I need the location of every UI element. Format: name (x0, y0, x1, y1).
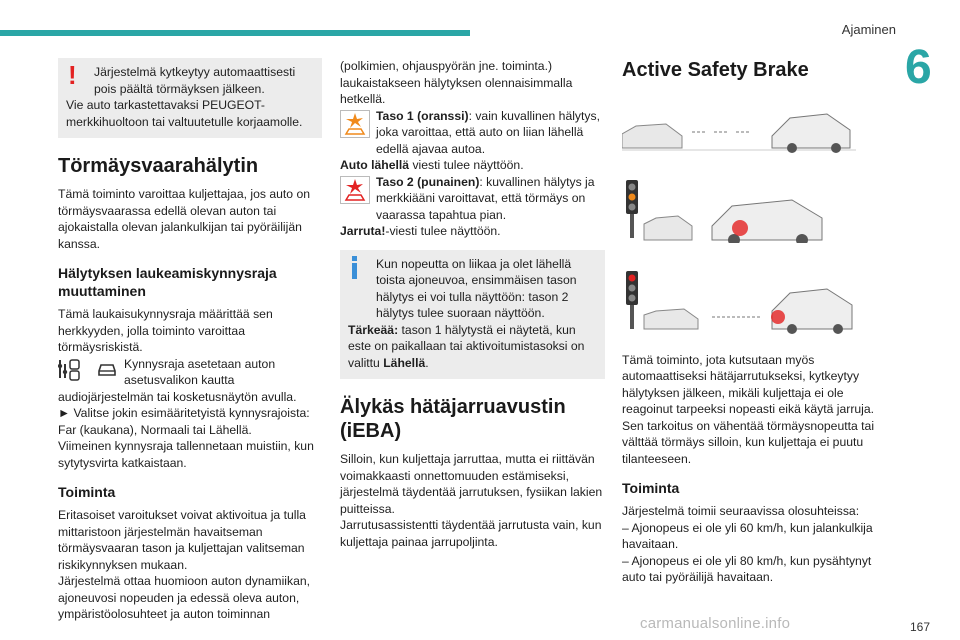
close-message (340, 157, 605, 174)
asb-list-item-1: – Ajonopeus ei ole yli 60 km/h, kun jalankulkija havaitaan. (622, 520, 873, 551)
operation-text-1: Eritasoiset varoitukset voivat aktivoitua ja tulla mittaristoon järjestelmän havaitseman törmäysvaaran tason ja kuljettajan valitseman riskikynnyksen mukaan. (58, 508, 306, 572)
heading-ieba: Älykäs hätäjarruavustin (iEBA) (340, 396, 566, 442)
level-1-title: Taso 1 (oranssi) (376, 108, 469, 123)
asb-text-3: Järjestelmä toimii seuraavissa olosuhteissa: (622, 504, 860, 518)
operation-text-2: Järjestelmä ottaa huomioon auton dynamiikan, ajoneuvosi nopeuden ja edessä oleva auton, ympäristöolosuhteet ja auton toiminnan (58, 574, 311, 621)
level-2-row (340, 174, 605, 224)
brake-message (340, 223, 605, 240)
heading-active-safety-brake: Active Safety Brake (622, 59, 809, 81)
threshold-cont: audiojärjestelmän tai kosketusnäytön avulla. (58, 389, 297, 404)
asb-list-item-2: – Ajonopeus ei ole yli 80 km/h, kun pysähtynyt auto tai pyöräilijä havaitaan. (622, 553, 872, 584)
page-number: 167 (909, 620, 930, 634)
threshold-step: ► Valitse jokin esimääritetyistä kynnysrajoista: Far (kaukana), Normaali tai Lähellä. (58, 406, 310, 437)
ieba-text-1: Silloin, kun kuljettaja jarruttaa, mutta ei riittävän voimakkaasti onnettomuuden estämiseksi, järjestelmä täydentää jarrutuksen, fysiikan lakien puitteissa. (340, 452, 603, 516)
intro-text: Tämä toiminto varoittaa kuljettajaa, jos auto on törmäysvaarassa edellä olevan auton tai ajokaistalla olevan jalankulkijan tai pyöräilijän kanssa. (58, 187, 311, 251)
warning-text-2: Vie auto tarkastettavaksi PEUGEOT-merkkihuoltoon tai valtuutetulle korjaamolle. (66, 98, 303, 129)
level-2-desc: : kuvallinen hälytys ja merkkiääni varoittavat, että törmäys on vaarassa tapahtua pian. (376, 174, 595, 222)
heading-threshold: Hälytyksen laukeamiskynnysraja muuttaminen (58, 265, 277, 299)
level-1-row (340, 108, 605, 158)
header-accent-bar (0, 30, 470, 36)
level-2-title: Taso 2 (punainen) (376, 174, 480, 189)
watermark: carmanualsonline.info (640, 615, 791, 632)
warning-box (58, 58, 322, 138)
info-icon (352, 256, 358, 279)
threshold-icon-text: Kynnysraja asetetaan auton asetusvalikon kautta (124, 356, 276, 387)
chapter-number: 6 (905, 41, 932, 94)
heading-collision-warning: Törmäysvaarahälytin (58, 155, 259, 177)
illustration-cars-no-alert (622, 96, 856, 154)
asb-text-2: Sen tarkoitus on vähentää törmäysnopeutta tai välttää törmäys silloin, kun kuljettaja ei puutu tilanteeseen. (622, 418, 875, 466)
info-text-1: Kun nopeutta on liikaa ja olet lähellä toista ajoneuvoa, ensimmäisen tason hälytys ei voi tulla näyttöön: tason 2 hälytys tulee suoraan näyttöön. (376, 256, 577, 320)
close-label: Auto lähellä (340, 158, 410, 172)
column-3 (622, 58, 886, 586)
brake-label: Jarruta! (340, 224, 386, 238)
info-important-text: tason 1 hälytystä ei näytetä, kun este on paikallaan tai aktivoitumistasoksi on valittu (348, 322, 585, 370)
brake-desc: -viesti tulee näyttöön. (385, 224, 501, 238)
info-text-2 (348, 322, 597, 372)
ieba-text-2: Jarrutusassistentti täydentää jarrutusta vain, kun kuljettaja painaa jarrupoljinta. (340, 518, 602, 549)
column-2 (340, 58, 605, 550)
threshold-save: Viimeinen kynnysraja tallennetaan muistiin, kun sytytysvirta katkaistaan. (58, 439, 314, 470)
warning-icon: ! (68, 60, 77, 90)
level-2-text (376, 174, 605, 224)
section-label: Ajaminen (841, 22, 896, 37)
illustration-level1-alert (622, 175, 856, 243)
close-desc: viesti tulee näyttöön. (409, 158, 524, 172)
settings-menu-icon (58, 358, 90, 387)
collision-alert-red-icon (340, 176, 370, 209)
info-box (340, 250, 605, 380)
level-1-text (376, 108, 605, 158)
heading-operation: Toiminta (58, 484, 116, 500)
car-icon (96, 358, 118, 385)
info-end: . (425, 355, 429, 370)
asb-text-1: Tämä toiminto, jota kutsutaan myös automaattiseksi hätäjarrutukseksi, kytkeytyy hälytyksen jälkeen, mikäli kuljettaja ei ole reagoinut tarpeeksi nopeasti eikä käytä jarruja. (622, 352, 875, 416)
level-1-desc: : vain kuvallinen hälytys, joka varoittaa, että auto on liian lähellä edellä ajavaa autoa. (376, 108, 600, 156)
column-1 (58, 58, 322, 623)
threshold-text: Tämä laukaisukynnysraja määrittää sen herkkyyden, jolla toiminto varoittaa törmäysriskistä. (58, 307, 273, 354)
heading-asb-operation: Toiminta (622, 480, 680, 496)
collision-alert-orange-icon (340, 110, 370, 143)
warning-text: Järjestelmä kytkeytyy automaattisesti pois päältä törmäyksen jälkeen. (94, 65, 296, 96)
continued-text: (polkimien, ohjauspyörän jne. toiminta.) laukaistakseen hälytyksen olennaisimmalla hetkellä. (340, 59, 573, 106)
info-important-label: Tärkeää: (348, 322, 399, 337)
threshold-icon-row (58, 356, 322, 389)
info-close-label: Lähellä (383, 355, 426, 370)
illustration-level2-alert (622, 263, 856, 337)
